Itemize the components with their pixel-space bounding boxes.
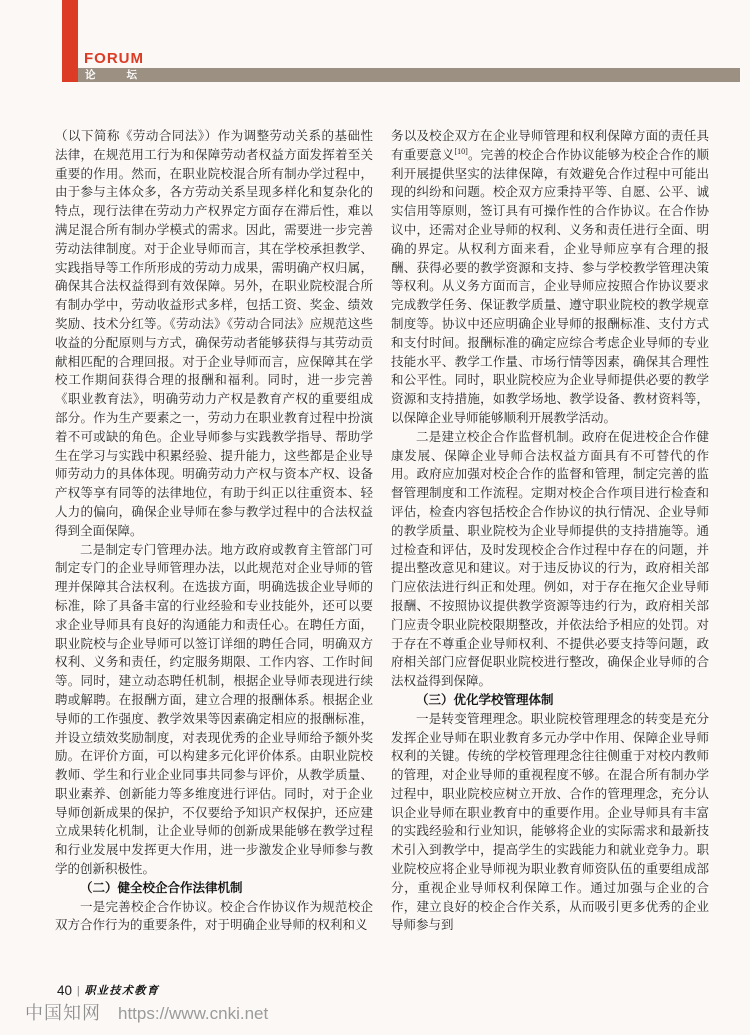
footer-divider: |	[77, 982, 80, 997]
cnki-url: https://www.cnki.net	[118, 1004, 269, 1023]
subsection-heading-3: （三）优化学校管理体制	[416, 692, 554, 707]
section-title-char-2: 坛	[126, 68, 137, 81]
section-title-char-1: 论	[85, 68, 96, 81]
subsection-heading-2: （二）健全校企合作法律机制	[80, 880, 243, 895]
body-paragraph: 一是完善校企合作协议。校企合作协议作为规范校企双方合作行为的重要条件，对于明确企业导师的权利和义	[55, 899, 373, 933]
right-column	[391, 127, 709, 972]
header-accent-bar	[62, 0, 78, 82]
journal-logo: 职业技术教育	[84, 985, 160, 997]
section-band	[78, 68, 740, 82]
body-paragraph: （以下简称《劳动合同法》）作为调整劳动关系的基础性法律，在规范用工行为和保障劳动者权益方面发挥着至关重要的作用。然而，在职业院校混合所有制办学过程中，由于参与主体众多，各方劳动关系呈现多样化和复杂化的特点，现行法律在劳动力产权界定方面存在滞后性，难以满足混合所有制办学模式的需求。因此，需要进一步完善劳动法律制度。对于企业导师而言，其在学校承担教学、实践指导等工作所形成的劳动力成果，需明确产权归属，确保其合法权益得到有效保障。另外，在职业院校混合所有制办学中，劳动收益形式多样，包括工资、奖金、绩效奖励、技术分红等。《劳动法》《劳动合同法》应规范这些收益的分配原则与方式，确保劳动者能够获得与其劳动贡献相匹配的合理回报。对于企业导师而言，应保障其在学校工作期间获得合理的报酬和福利。同时，进一步完善《职业教育法》，明确劳动力产权是教育产权的重要组成部分。作为生产要素之一，劳动力在职业教育过程中扮演着不可或缺的角色。企业导师参与实践教学指导、帮助学生在学习与实践中积累经验、提升能力，这些都是企业导师劳动力的具体体现。明确劳动力产权与资本产权、设备产权等享有同等的法律地位，有助于纠正以往重资本、轻人力的偏向，确保企业导师在参与教学过程中的合法权益得到全面保障。	[55, 129, 373, 538]
page-footer	[57, 982, 159, 998]
forum-label: FORUM	[84, 50, 144, 67]
paragraph-text: 。完善的校企合作协议能够为校企合作的顺利开展提供坚实的法律保障，有效避免合作过程中可能出现的纠纷和问题。校企双方应秉持平等、自愿、公平、诚实信用等原则，签订具有可操作性的合作协议。在合作协议中，还需对企业导师的权利、义务和责任进行全面、明确的界定。从权利方面来看，企业导师应享有合理的报酬、获得必要的教学资源和支持、参与学校教学管理决策等权利。从义务方面而言，企业导师应按照合作协议要求完成教学任务、保证教学质量、遵守职业院校的教学规章制度等。协议中还应明确企业导师的报酬标准、支付方式和支付时间。报酬标准的确定应综合考虑企业导师的专业技能水平、教学工作量、市场行情等因素，确保其合理性和公平性。同时，职业院校应为企业导师提供必要的教学资源和支持措施，如教学场地、教学设备、教材资料等，以保障企业导师能够顺利开展教学活动。	[391, 147, 709, 425]
body-paragraph	[391, 127, 709, 428]
body-paragraph: 二是制定专门管理办法。地方政府或教育主管部门可制定专门的企业导师管理办法，以此规范对企业导师的管理并保障其合法权利。在选拔方面，明确选拔企业导师的标准，除了具备丰富的行业经验和专业技能外，还可以要求企业导师具有良好的沟通能力和责任心。在聘任方面，职业院校与企业导师可以签订详细的聘任合同，明确双方权利、义务和责任，约定服务期限、工作内容、工作时间等。同时，建立动态聘任机制，根据企业导师表现进行续聘或解聘。在报酬方面，建立合理的报酬体系。根据企业导师的工作强度、教学效果等因素确定相应的报酬标准，并设立绩效奖励制度，对表现优秀的企业导师给予额外奖励。在评价方面，可以构建多元化评价体系。由职业院校教师、学生和行业企业同事共同参与评价，从教学质量、职业素养、创新能力等多维度进行评估。同时，对于企业导师创新成果的保护，不仅要给予知识产权保护，还应建立成果转化机制，让企业导师的创新成果能够在教学过程和行业发展中发挥更大作用，进一步激发企业导师参与教学的创新积极性。	[55, 542, 373, 877]
paragraph-text: 务以及校企双方在企业导师管理和权利保障方面的责任具有重要意义	[391, 129, 709, 162]
body-paragraph: 一是转变管理理念。职业院校管理理念的转变是充分发挥企业导师在职业教育多元办学中作用、保障企业导师权利的关键。传统的学校管理理念往往侧重于对校内教师的管理，对企业导师的重视程度不够。在混合所有制办学过程中，职业院校应树立开放、合作的管理理念，充分认识企业导师在职业教育中的重要作用。企业导师具有丰富的实践经验和行业知识，能够将企业的实际需求和最新技术引入到教学中，提高学生的实践能力和就业竞争力。职业院校应将企业导师视为职业教育师资队伍的重要组成部分，重视企业导师权利保障工作。通过加强与企业的合作，建立良好的校企合作关系，从而吸引更多优秀的企业导师参与到	[391, 711, 709, 933]
citation-marker: [10]	[454, 146, 468, 156]
article-body	[55, 127, 709, 972]
page-number: 40	[57, 982, 73, 998]
body-paragraph: 二是建立校企合作监督机制。政府在促进校企合作健康发展、保障企业导师合法权益方面具有不可替代的作用。政府应加强对校企合作的监督和管理，制定完善的监督管理制度和工作流程。定期对校企合作项目进行检查和评估，检查内容包括校企合作协议的执行情况、企业导师的教学质量、职业院校为企业导师提供的支持措施等。通过检查和评估，及时发现校企合作过程中存在的问题，并提出整改意见和建议。对于违反协议的行为，政府相关部门应依法进行纠正和处理。例如，对于存在拖欠企业导师报酬、不按照协议提供教学资源等违约行为，政府相关部门应责令职业院校限期整改，并依法给予相应的处罚。对于存在不尊重企业导师权利、不提供必要支持等问题，政府相关部门应督促职业院校进行整改，确保企业导师的合法权益得到保障。	[391, 429, 709, 689]
left-column	[55, 127, 373, 972]
cnki-watermark	[25, 999, 268, 1025]
cnki-site-name: 中国知网	[25, 1003, 101, 1023]
